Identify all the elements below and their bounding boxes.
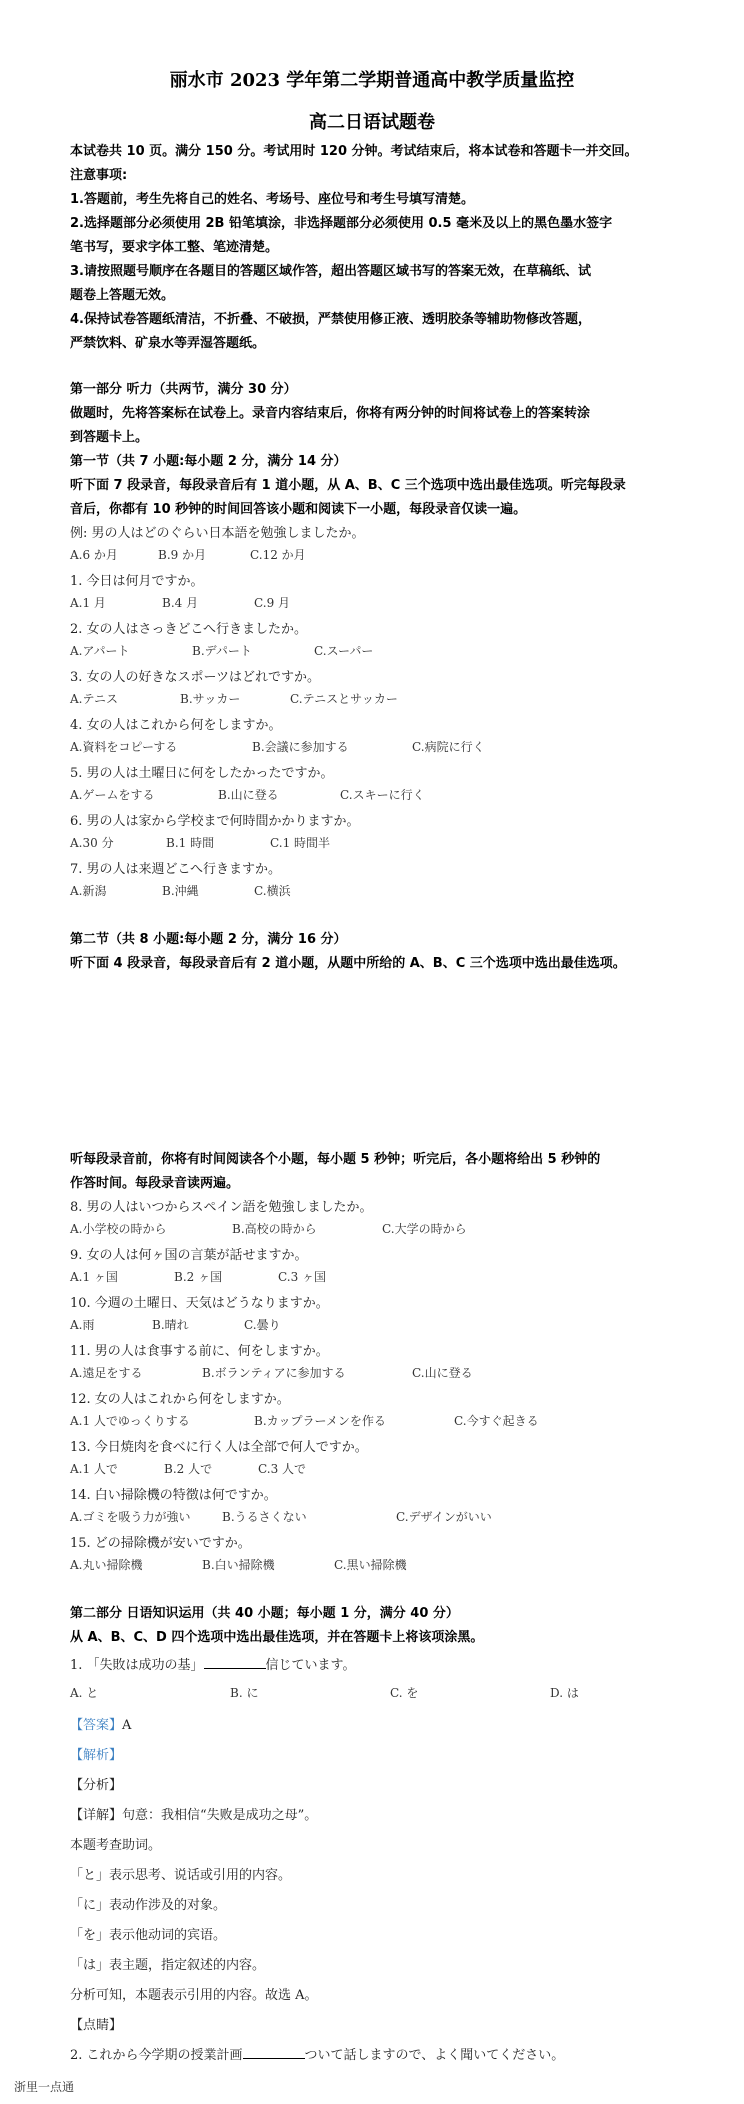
option-c: C.3 ヶ国 [278, 1270, 327, 1284]
option-a: A.アパート [70, 644, 130, 658]
option-a: A.ゴミを吸う力が強い [70, 1510, 191, 1524]
option-a: A.小学校の時から [70, 1222, 167, 1236]
option-c: C.12 か月 [250, 548, 306, 562]
part2-heading: 第二部分 日语知识运用（共 40 小题；每小题 1 分，满分 40 分） [70, 1606, 459, 1621]
option-b: B.白い掃除機 [202, 1558, 275, 1572]
exam-title: 丽水市 2023 学年第二学期普通高中教学质量监控 [169, 70, 575, 91]
question-text: 11. 男の人は食事する前に、何をしますか。 [70, 1344, 329, 1359]
section2-desc: 作答时间。每段录音读两遍。 [70, 1176, 240, 1191]
option-b: B.山に登る [218, 788, 279, 802]
option-a: A.ゲームをする [70, 788, 155, 802]
option-a: A.6 か月 [70, 548, 118, 562]
option-c: C.大学の時から [382, 1222, 467, 1236]
question-options [70, 1412, 539, 1429]
part1-heading: 第一部分 听力（共两节，满分 30 分） [70, 382, 297, 397]
section2-desc: 听下面 4 段录音，每段录音后有 2 道小题，从题中所给的 A、B、C 三个选项中选出最佳选项。 [70, 956, 626, 971]
option-a: A.テニス [70, 692, 119, 706]
question-text: 2. 女の人はさっきどこへ行きましたか。 [70, 622, 308, 637]
question-text: 10. 今週の土曜日、天気はどうなりますか。 [70, 1296, 329, 1311]
question-options [70, 834, 330, 851]
option-c: C.9 月 [254, 596, 291, 610]
analysis-label: 【解析】 [70, 1748, 123, 1763]
explain-line: 「を」表示他动词的宾语。 [70, 1928, 227, 1943]
question-text: 6. 男の人は家から学校まで何時間かかりますか。 [70, 814, 360, 829]
option-b: B.2 人で [164, 1462, 213, 1476]
option-c: C.デザインがいい [396, 1510, 492, 1524]
question-options [70, 1364, 473, 1381]
question-text: 1. 今日は何月ですか。 [70, 574, 204, 589]
option-b: B.4 月 [162, 596, 199, 610]
section2-heading: 第二节（共 8 小题:每小题 2 分，满分 16 分） [70, 932, 347, 947]
question-text: 5. 男の人は土曜日に何をしたかったですか。 [70, 766, 334, 781]
option-b: B.デパート [192, 644, 252, 658]
option-a: A.1 ヶ国 [70, 1270, 118, 1284]
intro-line: 1.答题前，考生先将自己的姓名、考场号、座位号和考生号填写清楚。 [70, 192, 474, 207]
option-c: C.病院に行く [412, 740, 485, 754]
option-a: A.1 人で [70, 1462, 118, 1476]
option-b: B.1 時間 [166, 836, 215, 850]
option-c: C.スーパー [314, 644, 374, 658]
section1-desc: 音后，你都有 10 秒钟的时间回答该小题和阅读下一小题，每段录音仅读一遍。 [70, 502, 527, 517]
option-c: C.スキーに行く [340, 788, 425, 802]
option-b: B.2 ヶ国 [174, 1270, 223, 1284]
answer-blank [204, 1658, 266, 1669]
option-b: B.会議に参加する [252, 740, 349, 754]
option-b: B.晴れ [152, 1318, 189, 1332]
answer-label: 【答案】 [70, 1718, 123, 1733]
option-b: B.ボランティアに参加する [202, 1366, 346, 1380]
question-options [70, 738, 485, 755]
intro-line: 注意事项: [70, 168, 128, 183]
question-text: 13. 今日焼肉を食べに行く人は全部で何人ですか。 [70, 1440, 368, 1455]
option-c: C.1 時間半 [270, 836, 331, 850]
option-a: A.雨 [70, 1318, 95, 1332]
option-d: D. は [550, 1686, 579, 1700]
exam-subtitle: 高二日语试题卷 [309, 112, 435, 133]
option-a: A.30 分 [70, 836, 114, 850]
question-options [70, 882, 291, 899]
explain-line: 「は」表主题，指定叙述的内容。 [70, 1958, 266, 1973]
question-text [70, 1654, 356, 1673]
question-options [70, 1684, 579, 1701]
option-b: B.沖縄 [162, 884, 199, 898]
option-b: B. に [230, 1686, 259, 1700]
detail-line: 【详解】句意：我相信“失败是成功之母”。 [70, 1808, 318, 1823]
question-options [70, 786, 425, 803]
question-text: 4. 女の人はこれから何をしますか。 [70, 718, 282, 733]
question-options [70, 594, 290, 611]
question-options [70, 1508, 492, 1525]
question-prefix: 2. これから今学期の授業計画 [70, 2048, 243, 2063]
explain-line: 本题考查助词。 [70, 1838, 162, 1853]
dianjing-label: 【点睛】 [70, 2018, 123, 2033]
option-c: C.山に登る [412, 1366, 473, 1380]
option-b: B.カップラーメンを作る [254, 1414, 386, 1428]
example-options [70, 546, 306, 563]
question-text [70, 2044, 564, 2063]
option-a: A.新潟 [70, 884, 107, 898]
option-c: C.黒い掃除機 [334, 1558, 407, 1572]
answer-line [70, 1714, 131, 1733]
question-text: 8. 男の人はいつからスペイン語を勉強しましたか。 [70, 1200, 373, 1215]
option-a: A.遠足をする [70, 1366, 143, 1380]
question-options [70, 1316, 281, 1333]
question-options [70, 1556, 407, 1573]
part2-desc: 从 A、B、C、D 四个选项中选出最佳选项，并在答题卡上将该项涂黑。 [70, 1630, 484, 1645]
question-text: 7. 男の人は来週どこへ行きますか。 [70, 862, 282, 877]
intro-line: 笔书写，要求字体工整、笔迹清楚。 [70, 240, 279, 255]
intro-line: 严禁饮料、矿泉水等弄湿答题纸。 [70, 336, 266, 351]
answer-blank [243, 2048, 305, 2059]
intro-line: 本试卷共 10 页。满分 150 分。考试用时 120 分钟。考试结束后，将本试卷和答题卡一并交回。 [70, 144, 638, 159]
question-text: 9. 女の人は何ヶ国の言葉が話せますか。 [70, 1248, 308, 1263]
option-c: C.曇り [244, 1318, 281, 1332]
footer-watermark: 浙里一点通 [14, 2080, 75, 2094]
option-b: B.うるさくない [222, 1510, 307, 1524]
option-b: B.9 か月 [158, 548, 207, 562]
option-c: C.テニスとサッカー [290, 692, 398, 706]
section1-desc: 听下面 7 段录音，每段录音后有 1 道小题，从 A、B、C 三个选项中选出最佳选项。听完每段录 [70, 478, 626, 493]
option-c: C.3 人で [258, 1462, 307, 1476]
question-text: 3. 女の人の好きなスポーツはどれですか。 [70, 670, 321, 685]
question-options [70, 642, 373, 659]
intro-line: 4.保持试卷答题纸清洁，不折叠、不破损，严禁使用修正液、透明胶条等辅助物修改答题， [70, 312, 591, 327]
example-question: 例: 男の人はどのぐらい日本語を勉強しましたか。 [70, 526, 365, 541]
part1-desc: 到答题卡上。 [70, 430, 149, 445]
option-a: A. と [70, 1686, 99, 1700]
intro-line: 题卷上答题无效。 [70, 288, 175, 303]
question-suffix: ついて話しますので、よく聞いてください。 [304, 2048, 565, 2063]
option-b: B.サッカー [180, 692, 241, 706]
explain-line: 「に」表动作涉及的对象。 [70, 1898, 227, 1913]
option-a: A.資料をコピーする [70, 740, 178, 754]
option-a: A.丸い掃除機 [70, 1558, 143, 1572]
intro-line: 3.请按照题号顺序在各题目的答题区域作答，超出答题区域书写的答案无效，在草稿纸、试 [70, 264, 591, 279]
question-suffix: 信じています。 [265, 1658, 356, 1673]
option-a: A.1 月 [70, 596, 106, 610]
option-c: C. を [390, 1686, 419, 1700]
question-options [70, 1268, 326, 1285]
option-c: C.今すぐ起きる [454, 1414, 539, 1428]
question-text: 15. どの掃除機が安いですか。 [70, 1536, 251, 1551]
option-c: C.横浜 [254, 884, 291, 898]
question-prefix: 1. 「失敗は成功の基」 [70, 1658, 204, 1673]
question-text: 14. 白い掃除機の特徴は何ですか。 [70, 1488, 277, 1503]
option-a: A.1 人でゆっくりする [70, 1414, 190, 1428]
question-text: 12. 女の人はこれから何をしますか。 [70, 1392, 290, 1407]
option-b: B.高校の時から [232, 1222, 317, 1236]
intro-line: 2.选择题部分必须使用 2B 铅笔填涂，非选择题部分必须使用 0.5 毫米及以上的黑色墨水签字 [70, 216, 613, 231]
section2-desc: 听每段录音前，你将有时间阅读各个小题，每小题 5 秒钟；听完后，各小题将给出 5 秒钟的 [70, 1152, 601, 1167]
analysis-heading: 【分析】 [70, 1778, 123, 1793]
explain-line: 分析可知，本题表示引用的内容。故选 A。 [70, 1988, 318, 2003]
part1-desc: 做题时，先将答案标在试卷上。录音内容结束后，你将有两分钟的时间将试卷上的答案转涂 [70, 406, 591, 421]
answer-value: A [122, 1718, 132, 1733]
question-options [70, 690, 398, 707]
question-options [70, 1220, 467, 1237]
explain-line: 「と」表示思考、说话或引用的内容。 [70, 1868, 292, 1883]
section1-heading: 第一节（共 7 小题:每小题 2 分，满分 14 分） [70, 454, 347, 469]
question-options [70, 1460, 306, 1477]
